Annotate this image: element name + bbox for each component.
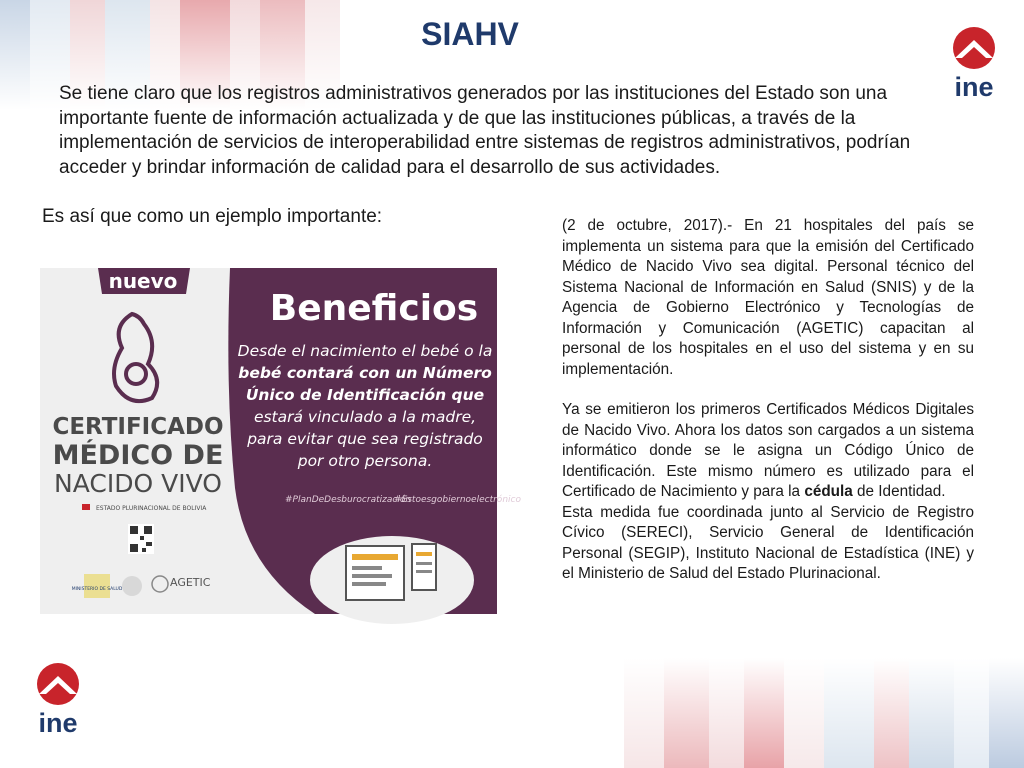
- poster-body-line: para evitar que sea registrado: [247, 430, 483, 448]
- poster-hashtag-1: #PlanDeDesburocratización: [285, 495, 412, 505]
- poster-body-line: Desde el nacimiento el bebé o la: [237, 342, 493, 360]
- qr-code-icon: [128, 524, 154, 554]
- poster-body-line: estará vinculado a la madre,: [253, 408, 477, 426]
- poster-heading: Beneficios: [269, 288, 479, 329]
- article-paragraph-3: Esta medida fue coordinada junto al Servicio de Registro Cívico (SERECI), Servicio General de Identificación Personal (SEGIP), Instituto Nacional de Estadística (INE) y el Ministerio de Salud del Estado Plurinacional.: [562, 503, 974, 582]
- poster-body-line: por otro persona.: [297, 452, 433, 470]
- intro-paragraph: Se tiene claro que los registros administrativos generados por las instituciones del Estado son una importante fuente de información actualizada y de que las instituciones públicas, a través de la implementación de servicios de interoperabilidad entre sistemas de registros administrativos, podrían acceder y brindar información de calidad para el desarrollo de sus actividades.: [59, 83, 911, 178]
- poster-body-line: Único de Identificación que: [245, 386, 485, 404]
- poster-cert-line1: CERTIFICADO: [52, 414, 224, 440]
- ine-logo-bottom: [30, 662, 86, 738]
- bold-word: cédula: [804, 483, 853, 500]
- poster-partner-1: MINISTERIO DE SALUD: [71, 587, 123, 592]
- ine-logo-text: ine: [38, 708, 78, 738]
- poster-cert-line3: NACIDO VIVO: [54, 469, 222, 498]
- poster-badge: nuevo: [108, 269, 178, 293]
- poster-cert-line2: MÉDICO DE: [52, 440, 224, 471]
- ine-logo: [946, 26, 1002, 102]
- page-title: SIAHV: [421, 16, 519, 52]
- poster-state: ESTADO PLURINACIONAL DE BOLIVIA: [96, 505, 207, 512]
- article-text: [562, 216, 974, 585]
- poster-body-line: bebé contará con un Número: [238, 364, 492, 382]
- article-paragraph-1: (2 de octubre, 2017).- En 21 hospitales del país se implementa un sistema para que la emisión del Certificado Médico de Nacido Vivo sea digital. Personal técnico del Sistema Nacional de Información en Salud (SNIS) y de la Agencia de Gobierno Electrónico y Tecnologías de Información y Comunicación (AGETIC) capacitan al personal de los hospitales en el uso del sistema y en su implementación.: [562, 217, 974, 378]
- poster-hashtag-2: #Estoesgobiernoelectrónico: [394, 495, 521, 505]
- decorative-stripes-bottom: [624, 658, 1024, 768]
- ine-logo-text: ine: [954, 72, 994, 102]
- poster-partner-2: AGETIC: [170, 576, 211, 589]
- article-paragraph-2: Ya se emitieron los primeros Certificados Médicos Digitales de Nacido Vivo. Ahora los datos son cargados a un sistema informático donde se le asigna un Código Único de Identificación. Este mismo número es utilizado para el Certificado de Nacimiento y para la cédula de Identidad.: [562, 401, 974, 500]
- lead-text: Es así que como un ejemplo importante:: [42, 206, 383, 227]
- devices-illustration-icon: [310, 536, 474, 624]
- certificate-poster: [40, 268, 521, 614]
